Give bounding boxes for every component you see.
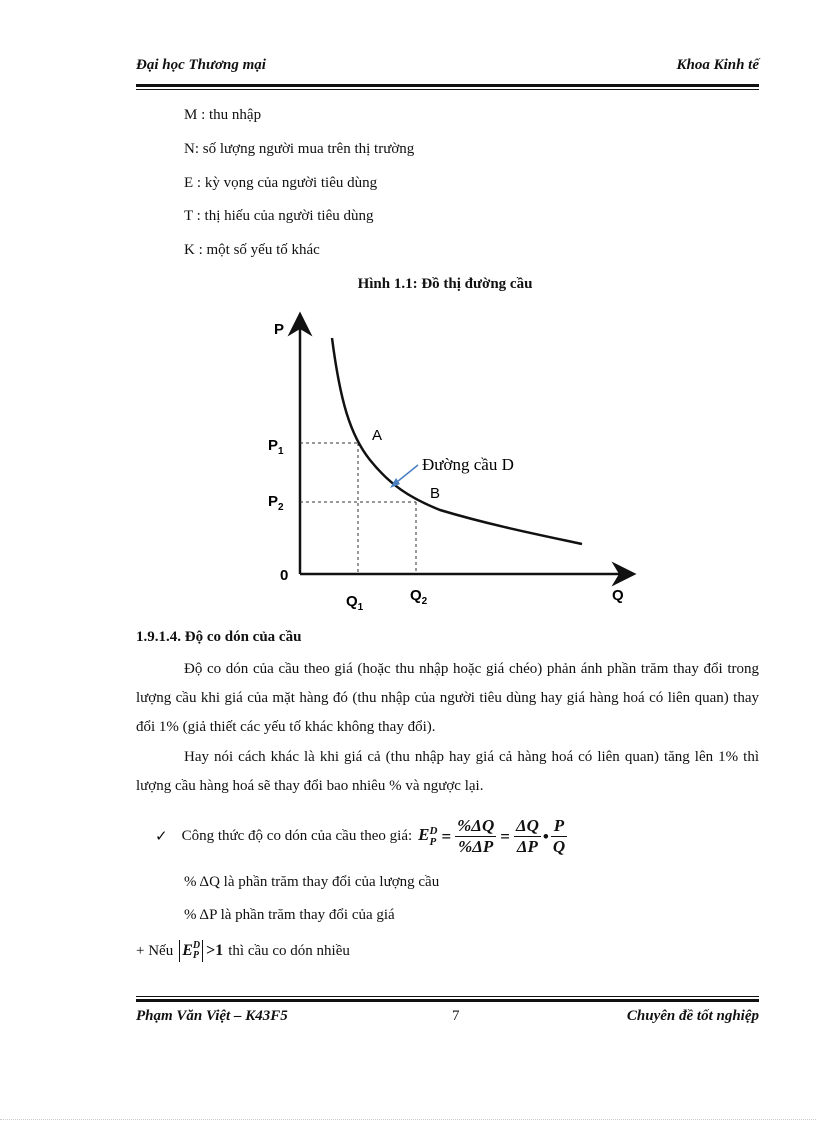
formula-bullet bbox=[155, 816, 567, 857]
footer-left: Phạm Văn Việt – K43F5 bbox=[136, 1008, 288, 1024]
fraction-delta: $\frac{\Delta Q}{\Delta P}$ bbox=[515, 816, 539, 856]
definition-item: E : kỳ vọng của người tiêu dùng bbox=[184, 175, 378, 191]
definition-item: T : thị hiếu của người tiêu dùng bbox=[184, 208, 374, 224]
footer-rule-thick bbox=[136, 999, 759, 1002]
fraction-pq: $\frac{P}{Q}$ bbox=[552, 816, 566, 856]
figure-title: Hình 1.1: Đồ thị đường cầu bbox=[357, 276, 533, 292]
p2-label: $P_2$ bbox=[268, 493, 284, 513]
point-b-label: B bbox=[430, 485, 441, 502]
definition-item: M : thu nhập bbox=[184, 107, 262, 123]
definition-item: K : một số yếu tố khác bbox=[184, 242, 320, 258]
header-left: Đại học Thương mại bbox=[136, 57, 266, 73]
demand-curve-diagram bbox=[260, 310, 640, 620]
formula-lhs: E D P bbox=[418, 824, 438, 848]
point-a-label: A bbox=[372, 427, 383, 444]
p1-label: $P_1$ bbox=[268, 437, 284, 457]
elasticity-formula: E D P = $\frac{\%\Delta Q}{\%\Delta P}$ = $\frac{\Delta Q}{\Delta P}$ • $\frac{P}{Q}$ bbox=[418, 816, 566, 856]
y-axis-label: P bbox=[274, 321, 285, 338]
page-bottom-divider bbox=[0, 1119, 816, 1120]
q1-label: $Q_1$ bbox=[346, 593, 364, 613]
curve-label: Đường cầu D bbox=[422, 455, 514, 474]
delta-p-definition: % ΔP là phần trăm thay đổi của giá bbox=[184, 907, 395, 923]
formula-intro: Công thức độ co dón của cầu theo giá: bbox=[181, 828, 413, 844]
footer-rule-thin bbox=[136, 996, 759, 997]
elasticity-condition: + Nếu E D P >1 thì cầu co dón nhiều bbox=[136, 940, 350, 962]
q2-label: $Q_2$ bbox=[410, 587, 428, 607]
page-number: 7 bbox=[452, 1008, 460, 1024]
origin-label: 0 bbox=[280, 567, 289, 584]
abs-elasticity: E D P bbox=[179, 940, 203, 962]
header-rule-thick bbox=[136, 84, 759, 87]
section-heading: 1.9.1.4. Độ co dón của cầu bbox=[136, 629, 302, 645]
x-axis-label: Q bbox=[612, 587, 624, 604]
paragraph-2: Hay nói cách khác là khi giá cả (thu nhập hay giá cả hàng hoá có liên quan) tăng lên 1% thì lượng cầu hàng hoá sẽ thay đổi bao nhiêu % và ngược lại. bbox=[136, 749, 759, 794]
paragraph-1: Độ co dón của cầu theo giá (hoặc thu nhập hoặc giá chéo) phản ánh phần trăm thay đổi trong lượng cầu khi giá của mặt hàng đó (thu nhập của người tiêu dùng hay giá hàng hoá có liên quan) thay đổi 1% (giả thiết các yếu tố khác không thay đổi). bbox=[136, 661, 759, 735]
fraction-percent: $\frac{\%\Delta Q}{\%\Delta P}$ bbox=[457, 816, 495, 856]
header-rule-thin bbox=[136, 89, 759, 90]
header-right: Khoa Kinh tế bbox=[676, 57, 759, 73]
definition-item: N: số lượng người mua trên thị trường bbox=[184, 141, 415, 157]
footer-right: Chuyên đề tốt nghiệp bbox=[626, 1008, 759, 1024]
delta-q-definition: % ΔQ là phần trăm thay đổi của lượng cầu bbox=[184, 874, 440, 890]
check-icon: ✓ bbox=[155, 829, 168, 845]
demand-curve bbox=[332, 338, 582, 544]
